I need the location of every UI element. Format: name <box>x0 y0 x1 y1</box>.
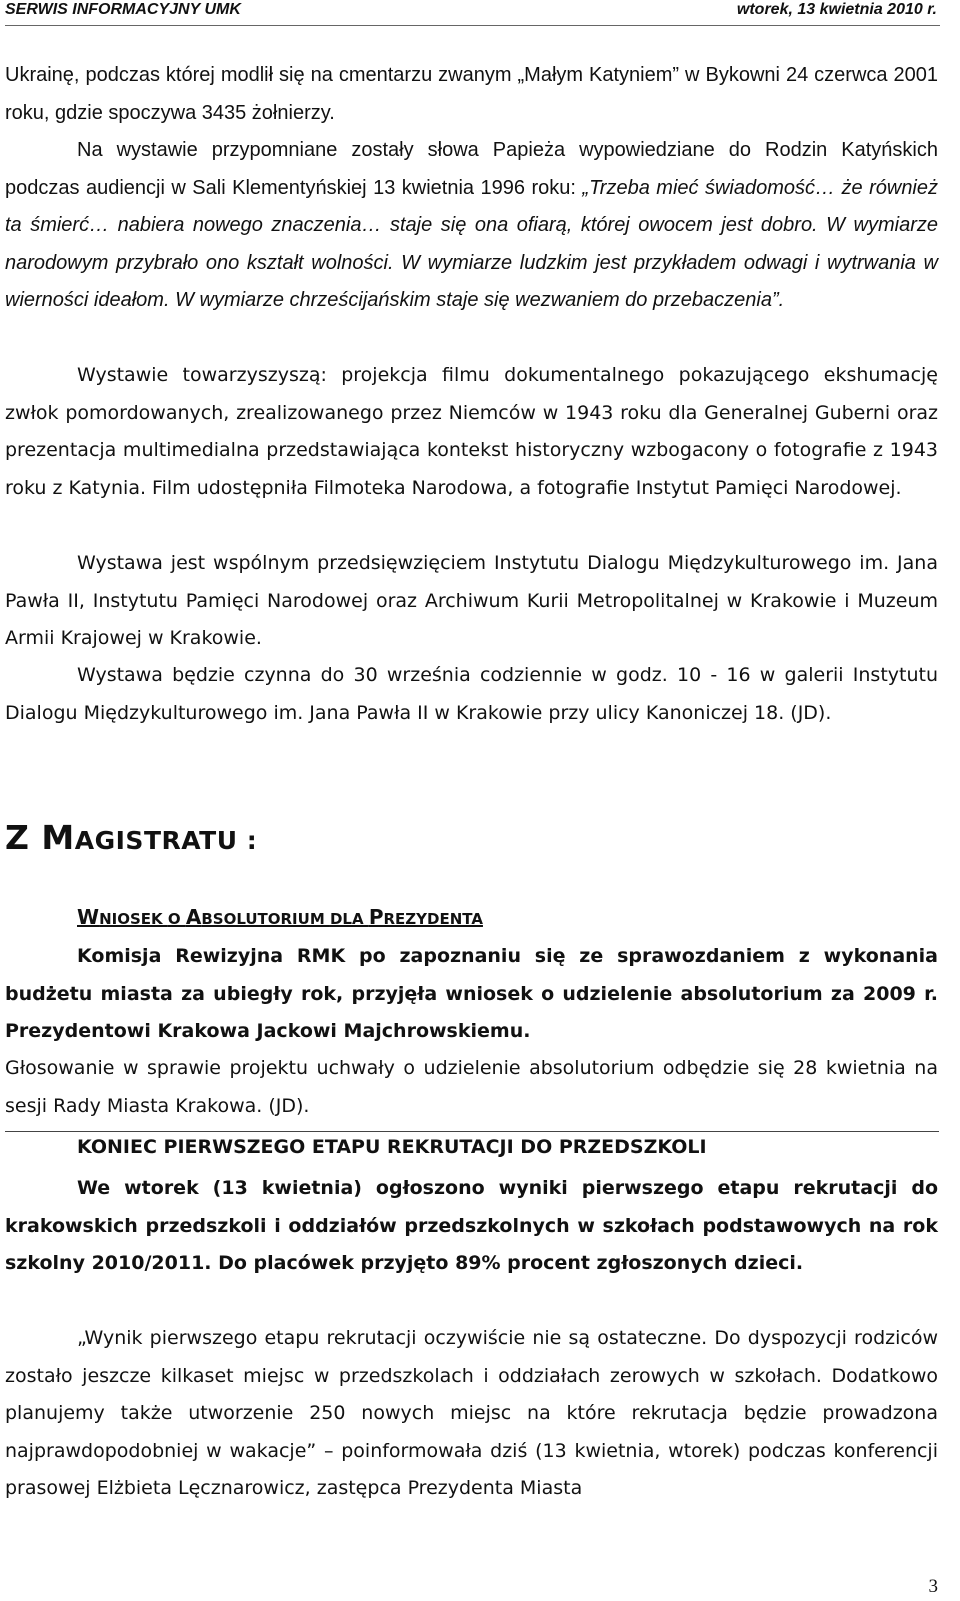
paragraph-accompanying-text: Wystawie towarzyszyszą: projekcja filmu dokumentalnego pokazującego ekshumację zwłok pomordowanych, zrealizowanego przez Niemców w 1943 roku dla Generalnej Guberni oraz prezentacja multimedialna przedstawiająca kontekst historyczny wzbogacony o fotografie z 1943 roku z Katynia. Film udostępniła Filmoteka Narodowa, a fotografie Instytut Pamięci Narodowej. <box>5 364 938 499</box>
article-lead-absolutorium-text: Komisja Rewizyjna RMK po zapoznaniu się ze sprawozdaniem z wykonania budżetu miasta za ubiegły rok, przyjęła wniosek o udzielenie absolutorium za 2009 r. Prezydentowi Krakowa Jackowi Majchrowskiemu. <box>5 945 938 1042</box>
paragraph-ukraine-text: Ukrainę, podczas której modlił się na cmentarzu zwanym „Małym Katyniem” w Bykowni 24 czerwca 2001 roku, gdzie spoczywa 3435 żołnierzy. <box>5 64 938 124</box>
heading-part: REZYDENTA <box>383 910 483 928</box>
article-heading-recruitment: KONIEC PIERWSZEGO ETAPU REKRUTACJI DO PRZEDSZKOLI <box>77 1136 707 1158</box>
article-lead-recruitment-text: We wtorek (13 kwietnia) ogłoszono wyniki pierwszego etapu rekrutacji do krakowskich przedszkoli i oddziałów przedszkolnych w szkołach podstawowych na rok szkolny 2010/2011. Do placówek przyjęto 89% procent zgłoszonych dzieci. <box>5 1177 938 1274</box>
section-title-cap: Z M <box>5 818 75 857</box>
heading-part: P <box>368 905 384 929</box>
paragraph-accompanying <box>5 357 938 507</box>
article-lead-recruitment <box>5 1170 938 1283</box>
article-body-recruitment <box>5 1320 938 1508</box>
heading-part: BSOLUTORIUM <box>201 910 330 928</box>
heading-part: NIOSEK <box>99 910 168 928</box>
heading-part: W <box>77 905 100 929</box>
paragraph-opening-hours <box>5 657 938 732</box>
paragraph-opening-hours-text: Wystawa będzie czynna do 30 września codziennie w godz. 10 - 16 w galerii Instytutu Dialogu Międzykulturowego im. Jana Pawła II w Krakowie przy ulicy Kanoniczej 18. (JD). <box>5 664 938 724</box>
paragraph-pope-intro: Na wystawie przypomniane zostały słowa Papieża wypowiedziane do Rodzin Katyńskich podczas audiencji w Sali Klementyńskiej 13 kwietnia 1996 roku: <box>5 139 938 199</box>
pope-quote: „Trzeba mieć świadomość… że również ta śmierć… nabiera nowego znaczenia… staje się ona ofiarą, której owocem jest dobro. W wymiarze narodowym przybrało ono kształt wolności. W wymiarze ludzkim jest przykładem odwagi i wytrwania w wierności ideałom. W wymiarze chrześcijańskim staje się wezwaniem do przebaczenia”. <box>5 176 939 311</box>
header-title: SERWIS INFORMACYJNY UMK <box>5 1 241 18</box>
section-title <box>5 818 257 857</box>
heading-part: O <box>167 910 186 928</box>
paragraph-organizers-text: Wystawa jest wspólnym przedsięwzięciem Instytutu Dialogu Międzykulturowego im. Jana Pawła II, Instytutu Pamięci Narodowej oraz Archiwum Kurii Metropolitalnej w Krakowie i Muzeum Armii Krajowej w Krakowie. <box>5 552 938 649</box>
article-body-absolutorium-text: Głosowanie w sprawie projektu uchwały o udzielenie absolutorium odbędzie się 28 kwietnia na sesji Rady Miasta Krakowa. (JD). <box>5 1057 938 1117</box>
article-body-absolutorium <box>5 1050 938 1125</box>
article-lead-absolutorium <box>5 938 938 1051</box>
paragraph-ukraine <box>5 57 938 132</box>
heading-part: A <box>185 905 202 929</box>
article-divider <box>5 1131 939 1132</box>
heading-part: DLA <box>329 910 369 928</box>
paragraph-organizers <box>5 545 938 658</box>
header-date: wtorek, 13 kwietnia 2010 r. <box>736 1 937 18</box>
article-heading-absolutorium <box>77 905 483 929</box>
paragraph-pope-words <box>5 132 938 320</box>
article-body-recruitment-text: „Wynik pierwszego etapu rekrutacji oczywiście nie są ostateczne. Do dyspozycji rodziców zostało jeszcze kilkaset miejsc w przedszkolach i oddziałach zerowych w szkołach. Dodatkowo planujemy także utworzenie 250 nowych miejsc na które rekrutacja będzie prowadzona najprawdopodobniej w wakacje” – poinformowała dziś (13 kwietnia, wtorek) podczas konferencji prasowej Elżbieta Lęcznarowicz, zastępca Prezydenta Miasta <box>5 1327 938 1499</box>
running-header <box>5 0 940 26</box>
section-title-rest: AGISTRATU : <box>74 826 258 855</box>
page-number: 3 <box>928 1576 938 1597</box>
